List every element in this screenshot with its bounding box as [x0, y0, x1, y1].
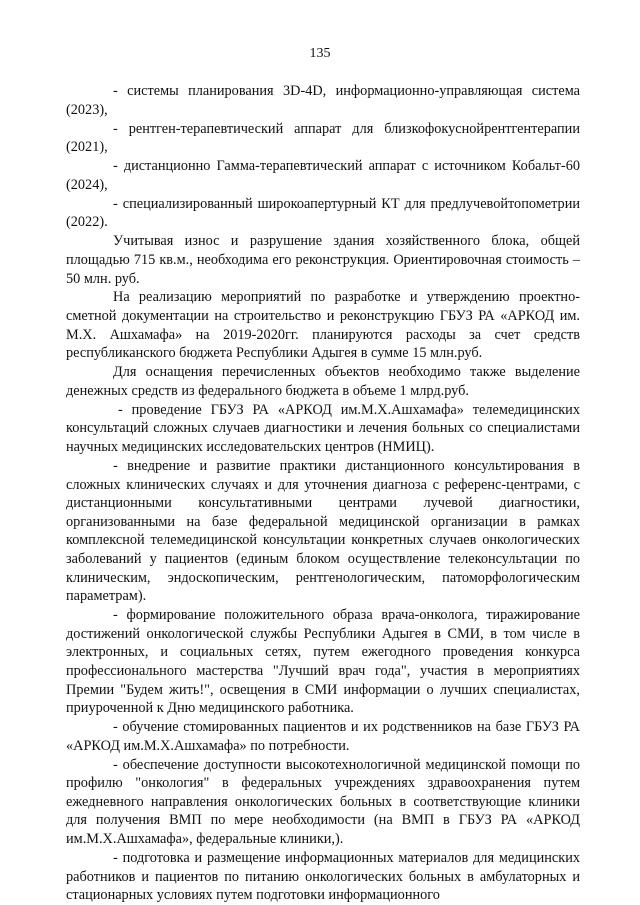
paragraph-equipment-planning-system: - системы планирования 3D-4D, информационно-управляющая система (2023),	[66, 83, 580, 118]
paragraph-equipment-gamma-therapy: - дистанционно Гамма-терапевтический аппарат с источником Кобальт-60 (2024),	[66, 158, 580, 193]
page-number: 135	[309, 46, 331, 61]
paragraph-oncologist-image: - формирование положительного образа врача-онколога, тиражирование достижений онкологической службы Республики Адыгея в СМИ, в том числе в электронных, и социальных сетях, путем ежегодного проведения конкурса профессионального мастерства "Лучший врач года", участия в мероприятиях Премии "Будем жить!", освещения в СМИ информации о лучших специалистах, приуроченной к Дню медицинского работника.	[66, 607, 580, 717]
paragraph-remote-consulting: - внедрение и развитие практики дистанционного консультирования в сложных клинических случаях и для уточнения диагноза с референс-центрами, с дистанционными консультативными центрами лучевой диагностики, организованными на базе федеральной медицинской организации в рамках комплексной телемедицинской консультации конкретных случаев онкологических заболеваний у пациентов (единым блоком осуществление телеконсультации по клиническим, эндоскопическим, рентгенологическим, патоморфологическим параметрам).	[66, 458, 580, 605]
paragraph-building-reconstruction: Учитывая износ и разрушение здания хозяйственного блока, общей площадью 715 кв.м., необходима его реконструкция. Ориентировочная стоимость – 50 млн. руб.	[66, 233, 580, 287]
document-body	[66, 82, 580, 905]
paragraph-information-materials: - подготовка и размещение информационных материалов для медицинских работников и пациентов по питанию онкологических больных в амбулаторных и стационарных условиях путем подготовки информационного	[66, 850, 580, 904]
paragraph-high-tech-care: - обеспечение доступности высокотехнологичной медицинской помощи по профилю "онкология" в федеральных учреждениях здравоохранения путем ежедневного направления онкологических больных в соответствующие клиники для получения ВМП по мере необходимости (на ВМП в ГБУЗ РА «АРКОД им.М.Х.Ашхамафа», федеральные клиники,).	[66, 756, 580, 848]
paragraph-equipment-xray-therapy: - рентген-терапевтический аппарат для близкофокуснойрентгентерапии (2021),	[66, 120, 580, 156]
paragraph-equipment-ct: - специализированный широкоапертурный КТ для предлучевойтопометрии (2022).	[66, 195, 580, 231]
paragraph-stoma-patient-training: - обучение стомированных пациентов и их родственников на базе ГБУЗ РА «АРКОД им.М.Х.Ашхамафа» по потребности.	[66, 719, 580, 754]
paragraph-federal-funding: Для оснащения перечисленных объектов необходимо также выделение денежных средств из федерального бюджета в объеме 1 млрд.руб.	[66, 364, 580, 399]
paragraph-design-documentation: На реализацию мероприятий по разработке и утверждению проектно-сметной документации на строительство и реконструкцию ГБУЗ РА «АРКОД им. М.Х. Ашхамафа» на 2019-2020гг. планируются расходы за счет средств республиканского бюджета Республики Адыгея в сумме 15 млн.руб.	[66, 289, 580, 362]
paragraph-telemedicine-consultations: - проведение ГБУЗ РА «АРКОД им.М.Х.Ашхамафа» телемедицинских консультаций сложных случаев диагностики и лечения больных со специалистами научных медицинских исследовательских центров (НМИЦ).	[66, 401, 580, 456]
